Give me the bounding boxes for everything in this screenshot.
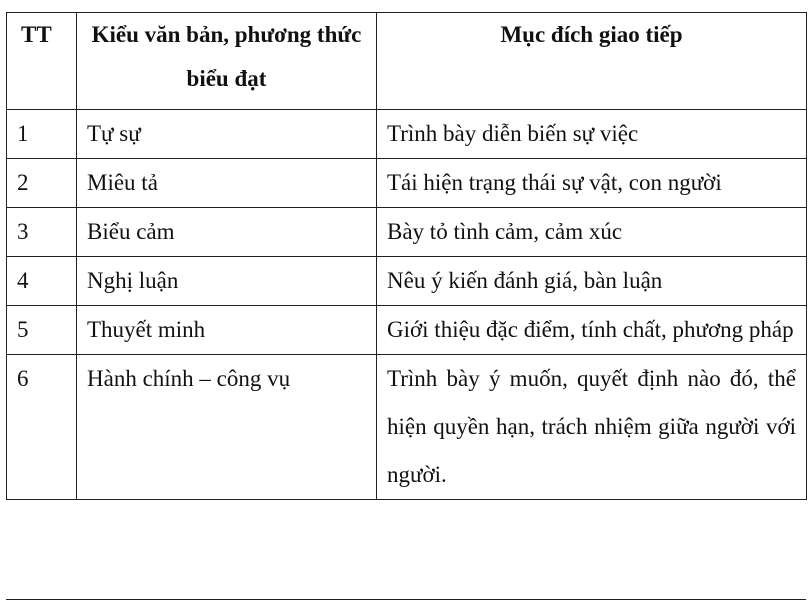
bottom-rule: [6, 599, 806, 600]
cell-text-type: Biểu cảm: [77, 208, 377, 257]
header-text-type: Kiểu văn bản, phương thức biểu đạt: [77, 13, 377, 110]
cell-tt: 3: [7, 208, 77, 257]
cell-tt: 4: [7, 257, 77, 306]
cell-purpose: Giới thiệu đặc điểm, tính chất, phương pháp: [377, 306, 807, 355]
cell-text-type: Nghị luận: [77, 257, 377, 306]
cell-text-type: Miêu tả: [77, 159, 377, 208]
cell-text-type: Tự sự: [77, 110, 377, 159]
cell-purpose: Trình bày ý muốn, quyết định nào đó, thể hiện quyền hạn, trách nhiệm giữa người với người.: [377, 355, 807, 500]
table-row: [7, 257, 807, 306]
cell-tt: 1: [7, 110, 77, 159]
cell-purpose: Bày tỏ tình cảm, cảm xúc: [377, 208, 807, 257]
table-row: [7, 355, 807, 500]
cell-tt: 6: [7, 355, 77, 500]
header-tt: TT: [7, 13, 77, 110]
text-types-table: [6, 12, 807, 500]
table-row: [7, 306, 807, 355]
cell-tt: 2: [7, 159, 77, 208]
table-header: [7, 13, 807, 110]
table-row: [7, 208, 807, 257]
header-purpose: Mục đích giao tiếp: [377, 13, 807, 110]
cell-tt: 5: [7, 306, 77, 355]
header-row: [7, 13, 807, 110]
cell-text-type: Hành chính – công vụ: [77, 355, 377, 500]
cell-text-type: Thuyết minh: [77, 306, 377, 355]
cell-purpose: Trình bày diễn biến sự việc: [377, 110, 807, 159]
cell-purpose: Nêu ý kiến đánh giá, bàn luận: [377, 257, 807, 306]
table-row: [7, 159, 807, 208]
table-row: [7, 110, 807, 159]
cell-purpose: Tái hiện trạng thái sự vật, con người: [377, 159, 807, 208]
table-body: [7, 110, 807, 500]
